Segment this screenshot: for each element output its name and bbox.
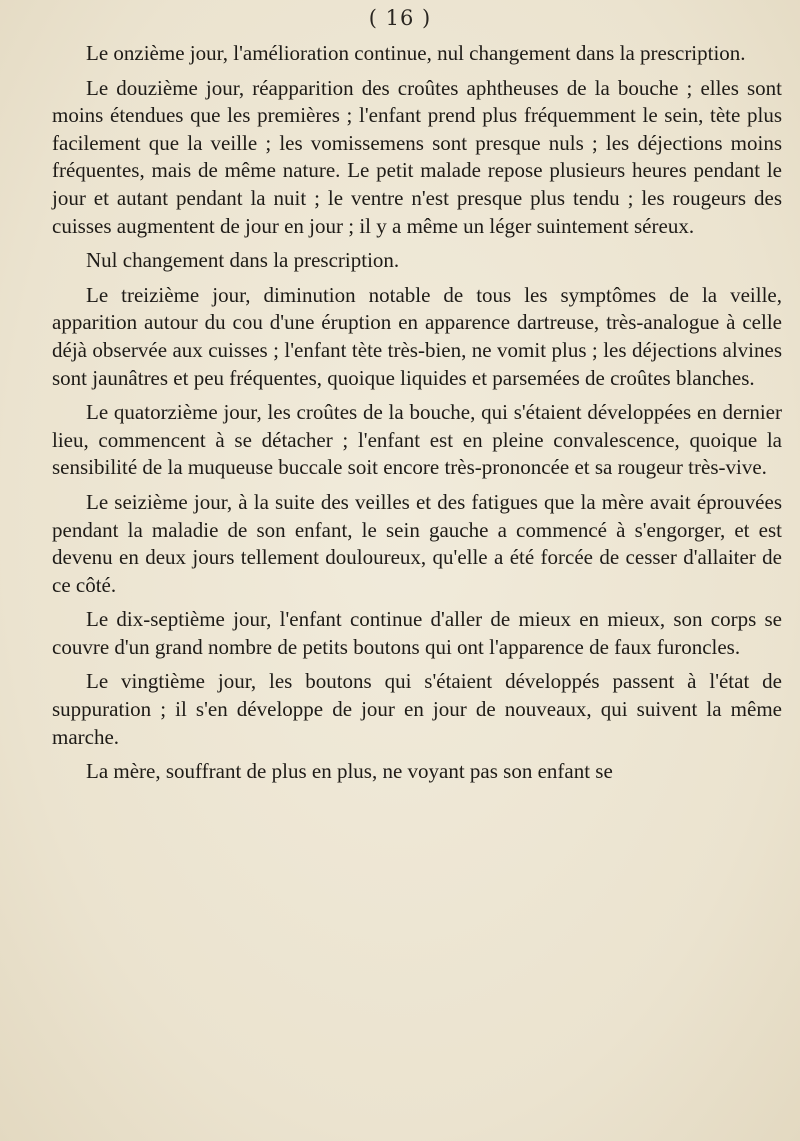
paragraph-day-12: Le douzième jour, réapparition des croûtes aphtheuses de la bouche ; elles sont moins étendues que les premières ; l'enfant prend plus fréquemment le sein, tète plus facilement que la veille ; les vomissemens sont presque nuls ; les déjections moins fréquentes, mais de même nature. Le petit malade repose plusieurs heures pendant le jour et autant pendant la nuit ; le ventre n'est presque plus tendu ; les rougeurs des cuisses augmentent de jour en jour ; il y a même un léger suintement séreux. xyxy=(52,75,782,238)
paragraph-day-17: Le dix-septième jour, l'enfant continue d'aller de mieux en mieux, son corps se couvre d'un grand nombre de petits boutons qui ont l'apparence de faux furoncles. xyxy=(52,607,782,659)
paragraph-day-11: Le onzième jour, l'amélioration continue, nul changement dans la prescription. xyxy=(86,41,746,65)
page-number: ( 16 ) xyxy=(368,6,432,30)
paragraph-no-change: Nul changement dans la prescription. xyxy=(86,248,400,273)
paragraph-day-14: Le quatorzième jour, les croûtes de la bouche, qui s'étaient développées en dernier lieu, commencent à se détacher ; l'enfant est en pleine convalescence, quoique la sensibilité de la muqueuse buccale soit encore très-prononcée et sa rougeur très-vive. xyxy=(52,400,782,480)
paragraph-day-16: Le seizième jour, à la suite des veilles et des fatigues que la mère avait éprouvées pendant la maladie de son enfant, le sein gauche a commencé à s'engorger, et est devenu en deux jours tellement douloureux, qu'elle a été forcée de cesser d'allaiter de ce côté. xyxy=(52,489,782,597)
paragraph-mother: La mère, souffrant de plus en plus, ne voyant pas son enfant se xyxy=(86,759,613,784)
paragraph-day-13: Le treizième jour, diminution notable de tous les symptômes de la veille, apparition autour du cou d'une éruption en apparence dartreuse, très-analogue à celle déjà observée aux cuisses ; l'enfant tète très-bien, ne vomit plus ; les déjections alvines sont jaunâtres et peu fréquentes, quoique liquides et parsemées de croûtes blanches. xyxy=(52,282,782,390)
body-text xyxy=(52,40,782,793)
paragraph-day-20: Le vingtième jour, les boutons qui s'étaient développés passent à l'état de suppuration ; il s'en développe de jour en jour de nouveaux, qui suivent la même marche. xyxy=(52,669,782,749)
